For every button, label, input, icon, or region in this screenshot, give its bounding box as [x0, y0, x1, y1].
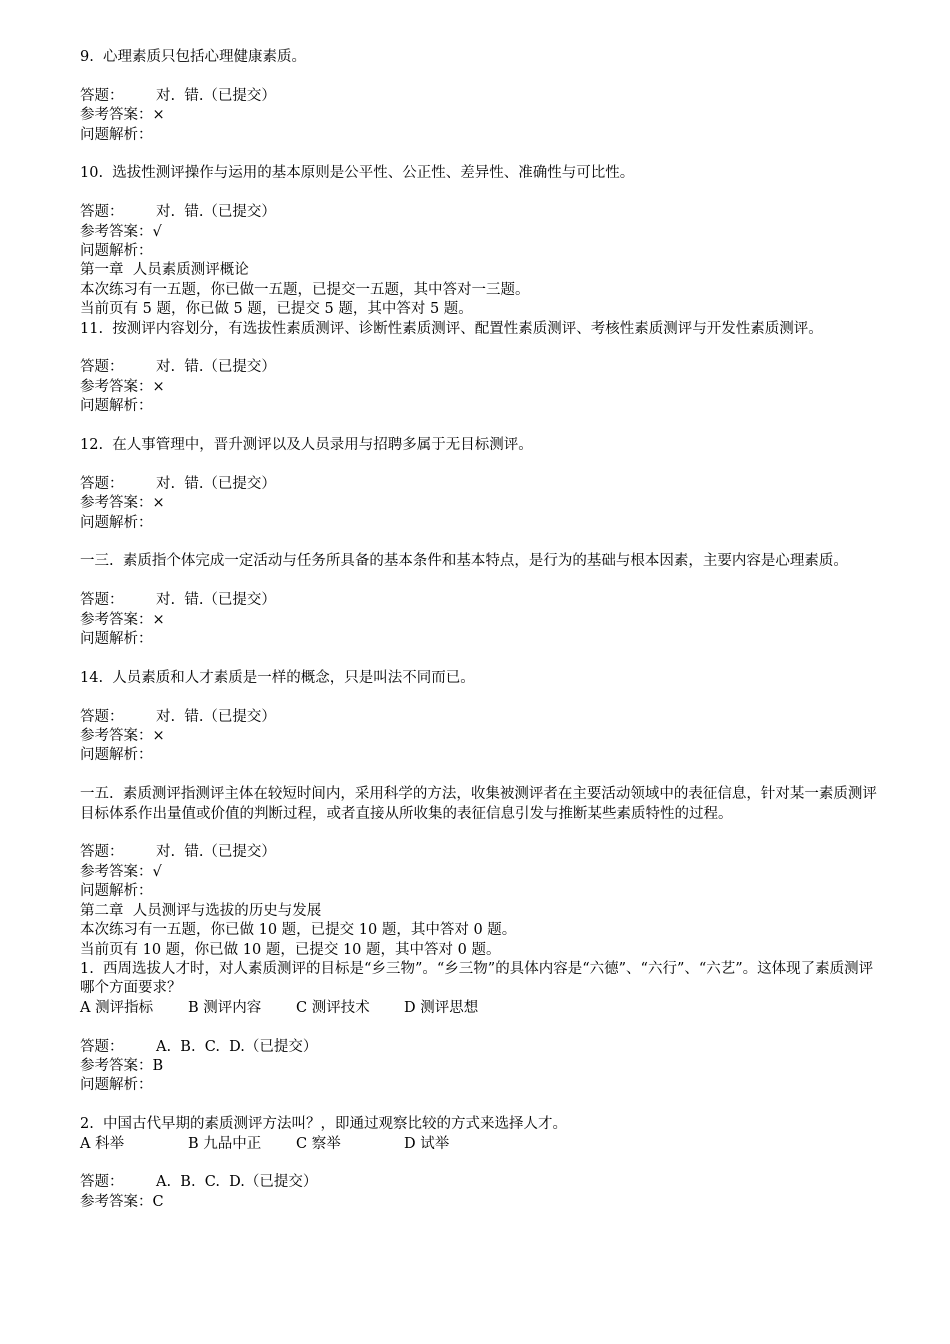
option-item[interactable]: B 测评内容 — [188, 999, 262, 1016]
text-line: 问题解析： — [80, 514, 153, 531]
blank-line — [80, 766, 880, 785]
text-line: 参考答案：B — [80, 1057, 164, 1074]
answer-label: 答题： — [80, 475, 124, 492]
option-item[interactable]: D 试举 — [404, 1135, 450, 1152]
question-text: 12. 在人事管理中，晋升测评以及人员录用与招聘多属于无目标测评。 — [80, 437, 533, 454]
question-text: 9. 心理素质只包括心理健康素质。 — [80, 49, 307, 65]
answer-row — [80, 358, 880, 377]
question-text: 2. 中国古代早期的素质测评方法叫？，即通过观察比较的方式来选择人才。 — [80, 1116, 568, 1133]
answer-choices[interactable]: 对. 错.（已提交） — [156, 204, 276, 221]
document-page — [80, 48, 880, 1212]
text-line: 第二章 人员测评与选拔的历史与发展 — [80, 902, 322, 919]
blank-line — [80, 1096, 880, 1115]
question-text: 11. 按测评内容划分，有选拔性素质测评、诊断性素质测评、配置性素质测评、考核性素质测评与开发性素质测评。 — [80, 320, 823, 337]
answer-row — [80, 708, 880, 727]
option-item[interactable]: A 科举 — [80, 1135, 125, 1152]
answer-label: 答题： — [80, 708, 124, 725]
answer-row — [80, 1038, 880, 1057]
answer-label: 答题： — [80, 844, 124, 861]
blank-line — [80, 649, 880, 668]
option-item[interactable]: C 察举 — [296, 1135, 341, 1152]
option-item[interactable]: A 测评指标 — [80, 999, 154, 1016]
answer-label: 答题： — [80, 1174, 124, 1191]
answer-choices[interactable]: A. B. C. D.（已提交） — [156, 1038, 318, 1055]
text-line: 参考答案：× — [80, 107, 165, 124]
answer-choices[interactable]: 对. 错.（已提交） — [156, 87, 276, 104]
text-line: 参考答案：× — [80, 378, 165, 395]
text-line: 参考答案：√ — [80, 223, 162, 240]
answer-row — [80, 843, 880, 862]
text-line: 问题解析： — [80, 747, 153, 764]
answer-choices[interactable]: 对. 错.（已提交） — [156, 844, 276, 861]
option-list — [80, 1135, 880, 1154]
text-line: 当前页有 10 题，你已做 10 题，已提交 10 题，其中答对 0 题。 — [80, 941, 501, 958]
blank-line — [80, 417, 880, 436]
answer-row — [80, 1173, 880, 1192]
question-text: 一三. 素质指个体完成一定活动与任务所具备的基本条件和基本特点，是行为的基础与根本因素，主要内容是心理素质。 — [80, 553, 848, 570]
answer-choices[interactable]: 对. 错.（已提交） — [156, 359, 276, 376]
question-text: 一五. 素质测评指测评主体在较短时间内，采用科学的方法，收集被测评者在主要活动领域中的表征信息，针对某一素质测评目标体系作出量值或价值的判断过程，或者直接从所收集的表征信息引发与推断某些素质特性的过程。 — [80, 786, 877, 822]
answer-choices[interactable]: 对. 错.（已提交） — [156, 475, 276, 492]
answer-row — [80, 475, 880, 494]
answer-label: 答题： — [80, 1038, 124, 1055]
answer-label: 答题： — [80, 87, 124, 104]
text-line: 参考答案：× — [80, 611, 165, 628]
option-list — [80, 999, 880, 1018]
text-line: 问题解析： — [80, 631, 153, 648]
answer-row — [80, 591, 880, 610]
text-line: 问题解析： — [80, 883, 153, 900]
answer-row — [80, 87, 880, 106]
question-text: 1. 西周选拔人才时，对人素质测评的目标是“乡三物”。“乡三物”的具体内容是“六德”、“六行”、“六艺”。这体现了素质测评哪个方面要求？ — [80, 960, 874, 997]
text-line: 问题解析： — [80, 243, 153, 260]
answer-choices[interactable]: 对. 错.（已提交） — [156, 592, 276, 609]
text-line: 第一章 人员素质测评概论 — [80, 262, 249, 279]
blank-line — [80, 1018, 880, 1037]
option-item[interactable]: B 九品中正 — [188, 1135, 262, 1152]
option-item[interactable]: D 测评思想 — [404, 999, 479, 1016]
text-line: 当前页有 5 题，你已做 5 题，已提交 5 题，其中答对 5 题。 — [80, 301, 473, 318]
text-line: 参考答案：× — [80, 728, 165, 745]
blank-line — [80, 455, 880, 474]
answer-choices[interactable]: A. B. C. D.（已提交） — [156, 1174, 318, 1191]
option-item[interactable]: C 测评技术 — [296, 999, 370, 1016]
blank-line — [80, 67, 880, 86]
answer-label: 答题： — [80, 359, 124, 376]
blank-line — [80, 688, 880, 707]
blank-line — [80, 145, 880, 164]
blank-line — [80, 572, 880, 591]
answer-choices[interactable]: 对. 错.（已提交） — [156, 708, 276, 725]
text-line: 参考答案：√ — [80, 863, 162, 880]
text-line: 本次练习有一五题，你已做一五题，已提交一五题，其中答对一三题。 — [80, 281, 530, 298]
blank-line — [80, 533, 880, 552]
answer-row — [80, 203, 880, 222]
question-text: 14. 人员素质和人才素质是一样的概念，只是叫法不同而已。 — [80, 669, 475, 686]
answer-label: 答题： — [80, 592, 124, 609]
blank-line — [80, 184, 880, 203]
blank-line — [80, 339, 880, 358]
text-line: 问题解析： — [80, 1077, 153, 1094]
text-line: 参考答案：C — [80, 1193, 164, 1210]
answer-label: 答题： — [80, 204, 124, 221]
blank-line — [80, 1154, 880, 1173]
text-line: 参考答案：× — [80, 495, 165, 512]
blank-line — [80, 824, 880, 843]
text-line: 问题解析： — [80, 126, 153, 143]
text-line: 本次练习有一五题，你已做 10 题，已提交 10 题，其中答对 0 题。 — [80, 922, 517, 939]
question-text: 10. 选拔性测评操作与运用的基本原则是公平性、公正性、差异性、准确性与可比性。 — [80, 165, 635, 182]
text-line: 问题解析： — [80, 398, 153, 415]
